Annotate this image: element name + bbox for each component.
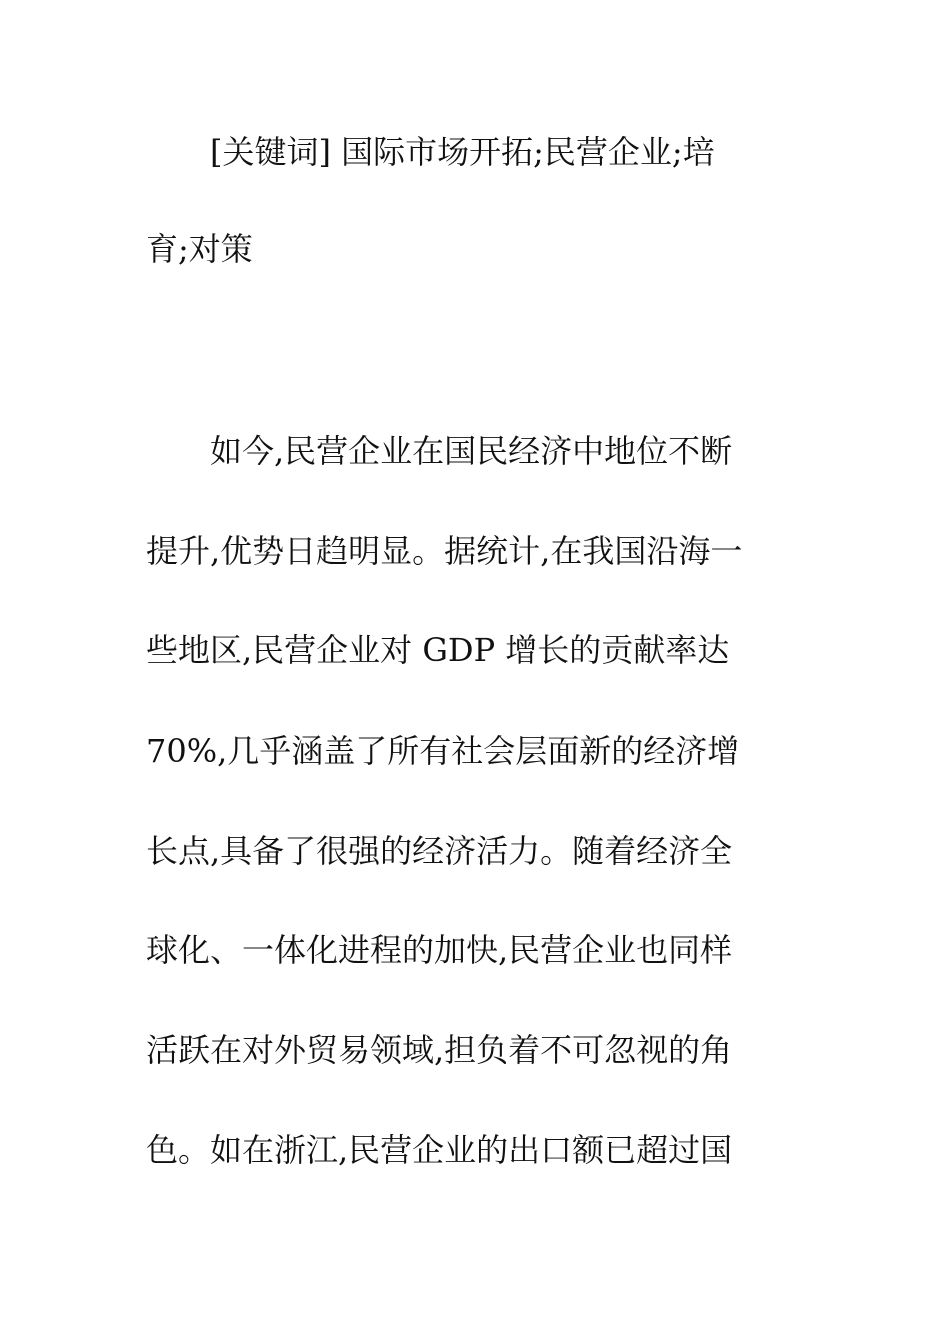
- body-line-2: 提升,优势日趋明显。据统计,在我国沿海一: [146, 532, 743, 570]
- body-line-7: 活跃在对外贸易领域,担负着不可忽视的角: [146, 1031, 733, 1069]
- keywords-line-2: 育;对策: [146, 230, 253, 268]
- body-line-5: 长点,具备了很强的经济活力。随着经济全: [146, 832, 733, 870]
- body-line-3: 些地区,民营企业对 GDP 增长的贡献率达: [146, 631, 730, 669]
- body-line-1: 如今,民营企业在国民经济中地位不断: [210, 432, 733, 470]
- body-line-4: 70%,几乎涵盖了所有社会层面新的经济增: [146, 732, 740, 770]
- body-line-8: 色。如在浙江,民营企业的出口额已超过国: [146, 1131, 733, 1169]
- keywords-line-1: [关键词] 国际市场开拓;民营企业;培: [210, 133, 715, 171]
- body-line-6: 球化、一体化进程的加快,民营企业也同样: [146, 931, 733, 969]
